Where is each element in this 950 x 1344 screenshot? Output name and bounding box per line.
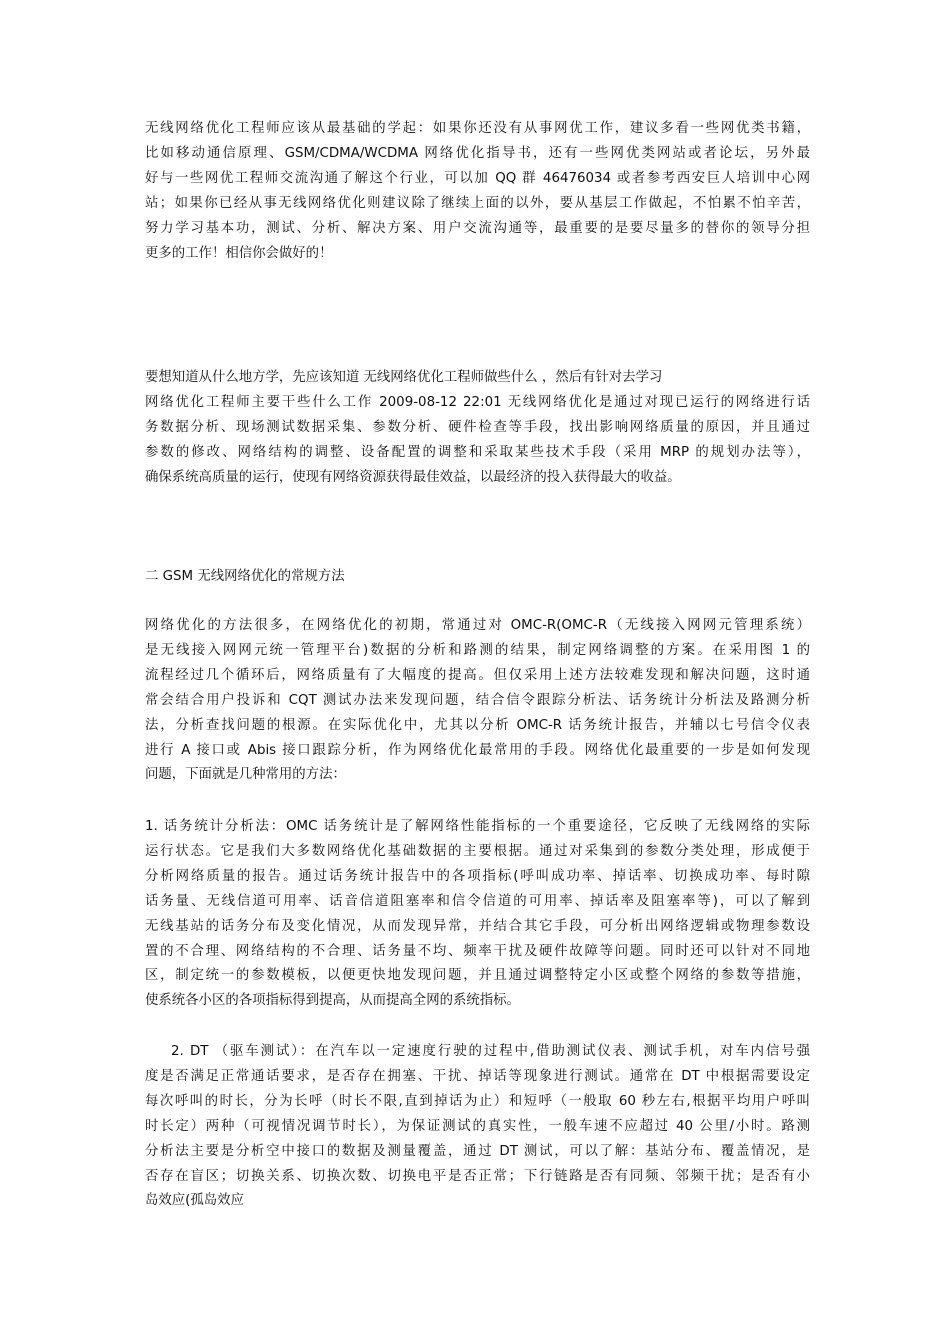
paragraph-traffic-statistics [145, 815, 810, 1014]
text-line: 度是否满足正常通话要求，是否存在拥塞、干扰、掉话等现象进行测试。通常在 DT 中根据需要设定 [145, 1068, 810, 1084]
text-line: 问题，下面就是几种常用的方法： [145, 767, 346, 783]
paragraph-drive-test [145, 1040, 810, 1214]
text-line: 更多的工作！相信你会做好的！ [145, 245, 333, 261]
section-heading [145, 565, 810, 590]
text-line: 参数的修改、网络结构的调整、设备配置的调整和采取某些技术手段（采用 MRP 的规划办法等）， [145, 444, 810, 460]
text-line: 努力学习基本功，测试、分析、解决方案、用户交流沟通等，最重要的是要尽量多的替你的领导分担 [145, 220, 810, 236]
text-line: 每次呼叫的时长，分为长呼（时长不限,直到掉话为止）和短呼（一般取 60 秒左右,根据平均用户呼叫 [145, 1093, 810, 1109]
text-line: 运行状态。它是我们大多数网络优化基础数据的主要根据。通过对采集到的参数分类处理，形成便于 [145, 843, 810, 859]
text-line: 2. DT （驱车测试）：在汽车以一定速度行驶的过程中,借助测试仪表、测试手机，对车内信号强 [171, 1044, 810, 1059]
text-line: 二 GSM 无线网络优化的常规方法 [145, 569, 345, 584]
text-line: 站；如果你已经从事无线网络优化则建议除了继续上面的以外，要从基层工作做起，不怕累不怕辛苦， [145, 195, 810, 211]
paragraph-job-description [145, 366, 810, 491]
paragraph-intro [145, 117, 810, 266]
text-line: 进行 A 接口或 Abis 接口跟踪分析，作为网络优化最常用的手段。网络优化最重要的一步是如何发现 [145, 742, 810, 758]
text-line: 否存在盲区；切换关系、切换次数、切换电平是否正常；下行链路是否有同频、邻频干扰；是否有小 [145, 1168, 810, 1184]
text-line: 是无线接入网网元统一管理平台)数据的分析和路测的结果，制定网络调整的方案。在采用图 1 的 [145, 642, 810, 658]
text-line: 务数据分析、现场测试数据采集、参数分析、硬件检查等手段，找出影响网络质量的原因，并且通过 [145, 419, 810, 435]
text-line: 比如移动通信原理、GSM/CDMA/WCDMA 网络优化指导书，还有一些网优类网站或者论坛，另外最 [145, 145, 810, 161]
text-line: 置的不合理、网络结构的不合理、话务量不均、频率干扰及硬件故障等问题。同时还可以针对不同地 [145, 943, 810, 959]
text-line: 时长定）两种（可视情况调节时长），为保证测试的真实性，一般车速不应超过 40 公里/小时。路测 [145, 1118, 810, 1134]
text-line: 要想知道从什么地方学，先应该知道 无线网络优化工程师做些什么 ，然后有针对去学习 [145, 370, 663, 385]
text-line: 分析法主要是分析空中接口的数据及测量覆盖，通过 DT 测试，可以了解：基站分布、覆盖情况，是 [145, 1143, 810, 1159]
text-line: 岛效应(孤岛效应 [145, 1193, 244, 1209]
text-line: 无线网络优化工程师应该从最基础的学起：如果你还没有从事网优工作，建议多看一些网优类书籍， [145, 121, 810, 136]
text-line: 分析网络质量的报告。通过话务统计报告中的各项指标(呼叫成功率、掉话率、切换成功率、每时隙 [145, 868, 810, 884]
text-line: 区，制定统一的参数模板，以便更快地发现问题，并且通过调整特定小区或整个网络的参数等措施， [145, 968, 810, 984]
text-line: 1. 话务统计分析法：OMC 话务统计是了解网络性能指标的一个重要途径，它反映了无线网络的实际 [145, 819, 810, 834]
text-line: 网络优化的方法很多，在网络优化的初期，常通过对 OMC-R(OMC-R（无线接入网网元管理系统） [145, 618, 810, 633]
text-line: 好与一些网优工程师交流沟通了解这个行业，可以加 QQ 群 46476034 或者参考西安巨人培训中心网 [145, 170, 810, 186]
text-line: 确保系统高质量的运行，使现有网络资源获得最佳效益，以最经济的投入获得最大的收益。 [145, 469, 681, 485]
text-line: 法，分析查找问题的根源。在实际优化中，尤其以分析 OMC-R 话务统计报告，并辅以七号信令仪表 [145, 717, 810, 733]
paragraph-methods-overview [145, 614, 810, 788]
text-line: 常会结合用户投诉和 CQT 测试办法来发现问题，结合信令跟踪分析法、话务统计分析法及路测分析 [145, 692, 810, 708]
text-line: 使系统各小区的各项指标得到提高，从而提高全网的系统指标。 [145, 993, 520, 1009]
text-line: 话务量、无线信道可用率、话音信道阻塞率和信令信道的可用率、掉话率及阻塞率等)，可以了解到 [145, 893, 810, 909]
text-line: 无线基站的话务分布及变化情况，从而发现异常，并结合其它手段，可分析出网络逻辑或物理参数设 [145, 918, 810, 934]
text-line: 流程经过几个循环后，网络质量有了大幅度的提高。但仅采用上述方法较难发现和解决问题，这时通 [145, 667, 810, 683]
text-line: 网络优化工程师主要干些什么工作 2009-08-12 22:01 无线网络优化是通过对现已运行的网络进行话 [145, 394, 810, 410]
